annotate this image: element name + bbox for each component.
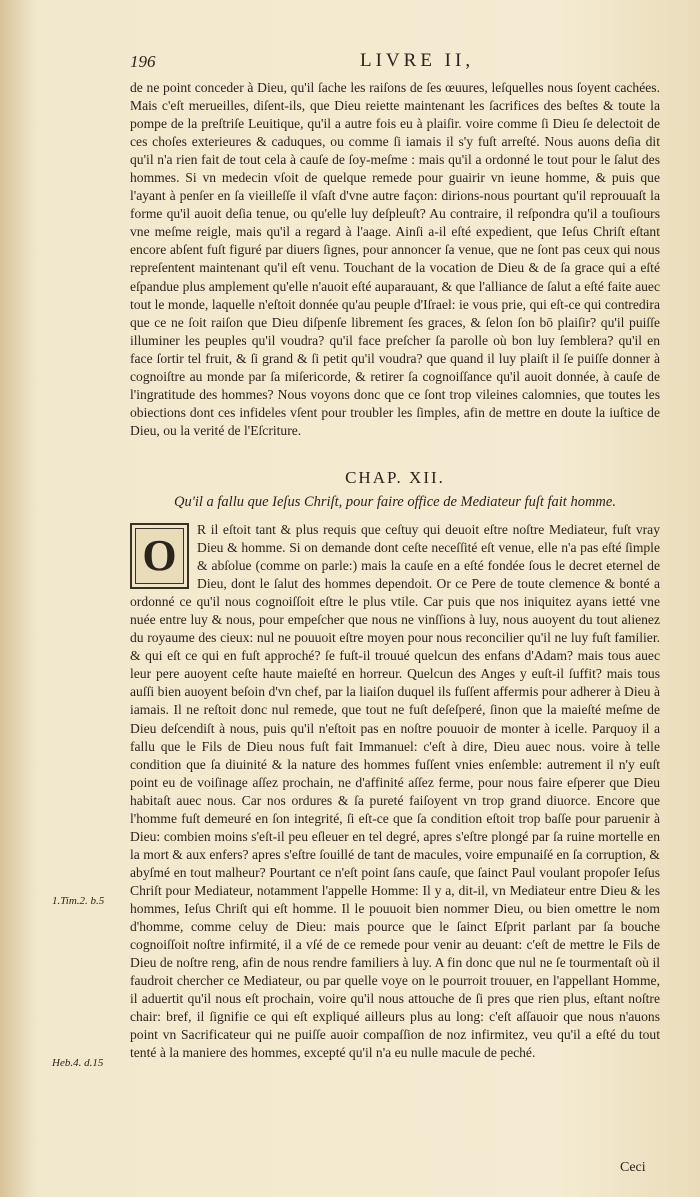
page-header: [130, 50, 660, 74]
page-gutter-shadow: [0, 0, 40, 1197]
chapter-body-text: R il eſtoit tant & plus requis que ceſtuy qui deuoit eſtre noſtre Mediateur, fuſt vray Dieu & homme. Si on demande dont ceſte neceſſité eſt venue, elle n'a pas eſté ſimple & abſolue (comme on parle:) mais la cauſe en a eſté fondée ſous le decret eternel de Dieu, dont le ſalut des hommes dependoit. Or ce Pere de toute clemence & bonté a ordonné ce qu'il nous cognoiſſoit eſtre le plus vtile. Car puis que nos iniquitez ayans ietté vne nuée entre luy & nous, pour empeſcher que nous ne vinſſions à luy, nous auoyent du tout alienez du royaume des cieux: nul ne pouuoit eſtre moyen pour nous reconcilier qu'il ne luy fuſt familier. & qui eſt ce qui en fuſt approché? ſe fuſt-il trouué quelcun des enfans d'Adam? mais tous auec leur pere auoyent ceſte haute maieſté en horreur. Quelcun des Anges y euſt-il ſuffit? mais tous auſſi bien auoyent beſoin d'vn chef, par la liaiſon duquel ils fuſſent affermis pour adherer à Dieu à iamais. Il ne reſtoit donc nul remede, que tout ne fuſt deſeſperé, ſinon que la maieſté meſme de Dieu deſcendiſt à nous, puis qu'il n'eſtoit pas en noſtre pouuoir de monter à icelle. Parquoy il a fallu que le Fils de Dieu nous fuſt fait Immanuel: c'eſt à dire, Dieu auec nous. voire à telle condition que ſa diuinité & la nature des hommes fuſſent vnies enſemble: autrement il n'y euſt point eu de voiſinage aſſez prochain, ne d'affinité aſſez ferme, pour nous faire eſperer que Dieu habitaſt auec nous. Car nos ordures & ſa pureté faiſoyent vn trop grand diuorce. Encore que l'homme fuſt demeuré en ſon integrité, ſi eſt-ce que ſa condition eſtoit trop baſſe pour paruenir à Dieu: combien moins s'eſt-il peu eſleuer en tel degré, apres s'eſtre plongé par ſa ruine mortelle en la mort & aux enfers? apres s'eſtre ſouillé de tant de macules, voire empunaiſé en ſa corruption, & abyſmé en tout malheur? Pourtant ce n'eſt point ſans cauſe, que ſainct Paul voulant propoſer Ieſus Chriſt pour Mediateur, notamment l'appelle Homme: Il y a, dit-il, vn Mediateur entre Dieu & les hommes, Ieſus Chriſt qui eſt homme. Il le pouuoit bien nommer Dieu, ou bien omettre le nom d'homme, comme celuy de Dieu: mais pource que le ſainct Eſprit parlant par ſa bouche cognoiſſoit noſtre infirmité, il a vſé de ce remede pour venir au deuant: c'eſt de mettre le Fils de Dieu de noſtre reng, afin de nous rendre familiers à luy. A fin donc que nul ne ſe tourmentaſt où il faudroit chercher ce Mediateur, ou par quelle voye on le pourroit trouuer, en l'appellant Homme, il aduertit qu'il nous eſt prochain, voire qu'il nous attouche de ſi pres que rien plus, eſtant noſtre chair: bref, il ſignifie ce qui eſt expliqué ailleurs plus au long: c'eſt aſſauoir que nous n'auons point vn Sacrificateur qui ne puiſſe auoir compaſſion de noz infirmitez, veu qu'il a eſté du tout tenté à la maniere des hommes, excepté qu'il n'a eu nulle macule de peché.: [130, 522, 660, 1061]
running-head: LIVRE II,: [360, 50, 475, 71]
decorated-initial: O: [130, 523, 189, 589]
margin-note-hebrews: Heb.4. d.15: [52, 1057, 104, 1069]
chapter-title: CHAP. XII.: [345, 468, 445, 487]
top-paragraph-text: de ne point conceder à Dieu, qu'il ſache les raiſons de ſes œuures, leſquelles nous ſoyent cachées. Mais c'eſt merueilles, diſent-ils, que Dieu reiette maintenant les ſacrifices des beſtes & toute la pompe de la preſtriſe Leuitique, qu'il a autre fois eu à plaiſir. voire comme ſi Dieu ſe delectoit de ces choſes exterieures & caduques, ou comme ſi iamais il s'y fuſt arreſté. Nous auons deſia dit qu'il n'a rien fait de tout cela à cauſe de ſoy-meſme : mais qu'il a ordonné le tout pour le ſalut des hommes. Si vn medecin vſoit de quelque remede pour guairir vn ieune homme, & puis que l'ayant à penſer en ſa vieilleſſe il vſaſt d'vne autre façon: dirions-nous pourtant qu'il reprouuaſt la forme qu'il auoit deſia tenue, ou qu'elle luy deſpleuſt? Au contraire, il reſpondra qu'il a touſiours vne meſme reigle, mais qu'il a regard à l'aage. Ainſi a-il eſté expedient, que Ieſus Chriſt eſtant encore abſent fuſt figuré par diuers ſignes, pour annoncer ſa venue, que ne ſont pas ceux qui nous repreſentent maintenant qu'il eſt venu. Touchant de la vocation de Dieu & de ſa grace qui a eſté eſpandue plus amplement qu'elle n'auoit eſté auparauant, & que l'alliance de ſalut a eſté faite auec tout le monde, laquelle n'eſtoit donnée qu'au peuple d'Iſrael: ie vous prie, qui eſt-ce qui contredira que ce ne ſoit raiſon que Dieu diſpenſe librement ſes graces, & ſelon ſon bō plaiſir? qu'il puiſſe illuminer les peuples qu'il voudra? qu'il face preſcher ſa parolle où bon luy ſemblera? qu'il en face ſortir tel fruit, & ſi grand & ſi petit qu'il voudra? que quand il luy plaiſt il ſe puiſſe donner à cognoiſtre au monde par ſa miſericorde, & retirer ſa cognoiſſance qu'il auoit donnée, à cauſe de l'ingratitude des hommes? Nous voyons donc que ce ſont trop vileines calomnies, que toutes les obiections dont ces infideles vſent pour troubler les ſimples, afin de mettre en doute la iuſtice de Dieu, ou la verité de l'Eſcriture.: [130, 80, 660, 438]
page-number: 196: [130, 52, 156, 71]
chapter-body: [130, 521, 660, 1062]
top-paragraph: [130, 79, 660, 440]
margin-note-timothy: 1.Tim.2. b.5: [52, 895, 105, 907]
chapter-subtitle: Qu'il a fallu que Ieſus Chriſt, pour faire office de Mediateur fuſt fait homme.: [174, 494, 616, 510]
catchword: Ceci: [620, 1160, 646, 1175]
